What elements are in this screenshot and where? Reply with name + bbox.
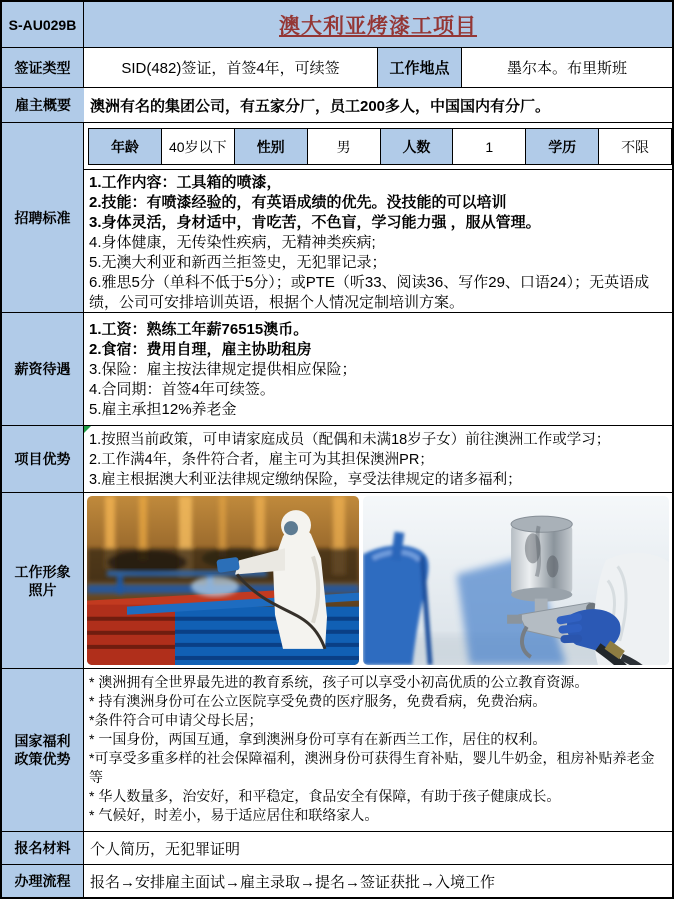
list-item: 1.工资：熟练工年薪76515澳币。 — [89, 321, 309, 338]
photos-row — [2, 492, 672, 668]
list-item: * 华人数量多，治安好，和平稳定，食品安全有保障，有助于孩子健康成长。 — [89, 788, 561, 804]
advantages-label: 项目优势 — [2, 426, 84, 492]
list-item: 3.身体灵活，身材适中，肯吃苦，不色盲，学习能力强 ，服从管理。 — [89, 214, 541, 231]
photo-spray-painting-pallets — [87, 496, 359, 665]
process-row — [2, 864, 672, 897]
welfare-row — [2, 668, 672, 831]
work-location-value: 墨尔本。布里斯班 — [506, 60, 627, 77]
recruitment-label: 招聘标准 — [2, 123, 84, 312]
spray-gun-cup — [511, 516, 572, 602]
education-value: 不限 — [598, 129, 671, 164]
visa-type-label: 签证类型 — [2, 48, 84, 87]
project-code: S-AU029B — [2, 2, 84, 47]
header-row — [2, 2, 672, 47]
page-title: 澳大利亚烤漆工项目 — [279, 14, 477, 38]
list-item: 2.工作满4年，条件符合者，雇主可为其担保澳洲PR； — [89, 452, 434, 468]
list-item: 5.无澳大利亚和新西兰拒签史，无犯罪记录； — [89, 254, 387, 271]
recruitment-content — [84, 123, 672, 312]
welfare-label: 国家福利政策优势 — [2, 669, 84, 831]
list-item: 1.按照当前政策，可申请家庭成员（配偶和未满18岁子女）前往澳洲工作或学习； — [89, 432, 611, 448]
spray-gun-scene — [363, 496, 669, 665]
process-label: 办理流程 — [2, 865, 84, 897]
materials-value: 个人简历，无犯罪证明 — [84, 832, 672, 864]
gun-nozzle — [507, 615, 522, 624]
welfare-content — [84, 669, 672, 831]
visa-type-value: SID(482)签证，首签4年，可续签 — [121, 60, 340, 77]
salary-content — [84, 313, 672, 425]
visa-row — [2, 47, 672, 87]
list-item: 5.雇主承担12%养老金 — [89, 401, 237, 418]
employer-label: 雇主概要 — [2, 88, 84, 122]
spec-strip — [84, 123, 672, 170]
list-item: *条件符合可申请父母长居； — [89, 712, 263, 728]
list-item: 3.保险：雇主按法律规定提供相应保险； — [89, 361, 357, 378]
count-label: 人数 — [380, 129, 453, 164]
salary-list — [84, 313, 672, 422]
process-value: 报名→安排雇主面试→雇主录取→提名→签证获批→入境工作 — [84, 865, 672, 897]
advantages-list — [84, 426, 672, 492]
list-item: 1.工作内容：工具箱的喷漆， — [89, 174, 282, 191]
list-item: * 气候好，时差小，易于适应居住和联络家人。 — [89, 807, 379, 823]
list-item: 6.雅思5分（单科不低于5分）；或PTE（听33、阅读36、写作29、口语24）；无英语成绩，公司可安排培训英语，根据个人情况定制培训方案。 — [89, 274, 650, 311]
gender-label: 性别 — [234, 129, 307, 164]
photos-content — [84, 493, 672, 668]
photo-strip — [84, 493, 672, 668]
materials-row — [2, 831, 672, 864]
advantages-content — [84, 426, 672, 492]
title-cell — [84, 2, 672, 47]
warehouse-spray-scene — [87, 496, 359, 665]
list-item: 2.食宿：费用自理，雇主协助租房 — [89, 341, 312, 358]
photos-label: 工作形象照片 — [2, 493, 84, 668]
list-item: * 一国身份，两国互通，拿到澳洲身份可享有在新西兰工作，居住的权利。 — [89, 731, 547, 747]
employer-row — [2, 87, 672, 122]
education-label: 学历 — [525, 129, 598, 164]
list-item: 2.技能：有喷漆经验的，有英语成绩的优先。没技能的可以培训 — [89, 194, 507, 211]
list-item: *可享受多重多样的社会保障福利，澳洲身份可获得生育补贴，婴儿牛奶金，租房补贴养老金等 — [89, 750, 655, 785]
recruitment-row — [2, 122, 672, 312]
photo-spray-gun-closeup — [363, 496, 669, 665]
salary-row — [2, 312, 672, 425]
salary-label: 薪资待遇 — [2, 313, 84, 425]
list-item: 4.身体健康，无传染性疾病，无精神类疾病; — [89, 234, 376, 251]
spec-table — [88, 128, 672, 165]
spray-mist — [191, 576, 239, 596]
list-item: 3.雇主根据澳大利亚法律规定缴纳保险，享受法律规定的诸多福利； — [89, 472, 522, 488]
list-item: 4.合同期：首签4年可续签。 — [89, 381, 275, 398]
recruitment-list — [84, 170, 672, 315]
advantages-row — [2, 425, 672, 492]
list-item: * 澳洲拥有全世界最先进的教育系统，孩子可以享受小初高优质的公立教育资源。 — [89, 674, 589, 690]
list-item: * 持有澳洲身份可在公立医院享受免费的医疗服务，免费看病，免费治病。 — [89, 693, 547, 709]
age-value: 40岁以下 — [161, 129, 234, 164]
welfare-list — [84, 669, 672, 827]
gender-value: 男 — [307, 129, 380, 164]
age-label: 年龄 — [89, 129, 161, 164]
work-location-label: 工作地点 — [377, 48, 462, 87]
respirator-mask — [284, 521, 298, 535]
cell-comment-marker — [84, 426, 91, 433]
employer-value: 澳洲有名的集团公司，有五家分厂，员工200多人，中国国内有分厂。 — [84, 88, 672, 122]
materials-label: 报名材料 — [2, 832, 84, 864]
count-value: 1 — [452, 129, 525, 164]
